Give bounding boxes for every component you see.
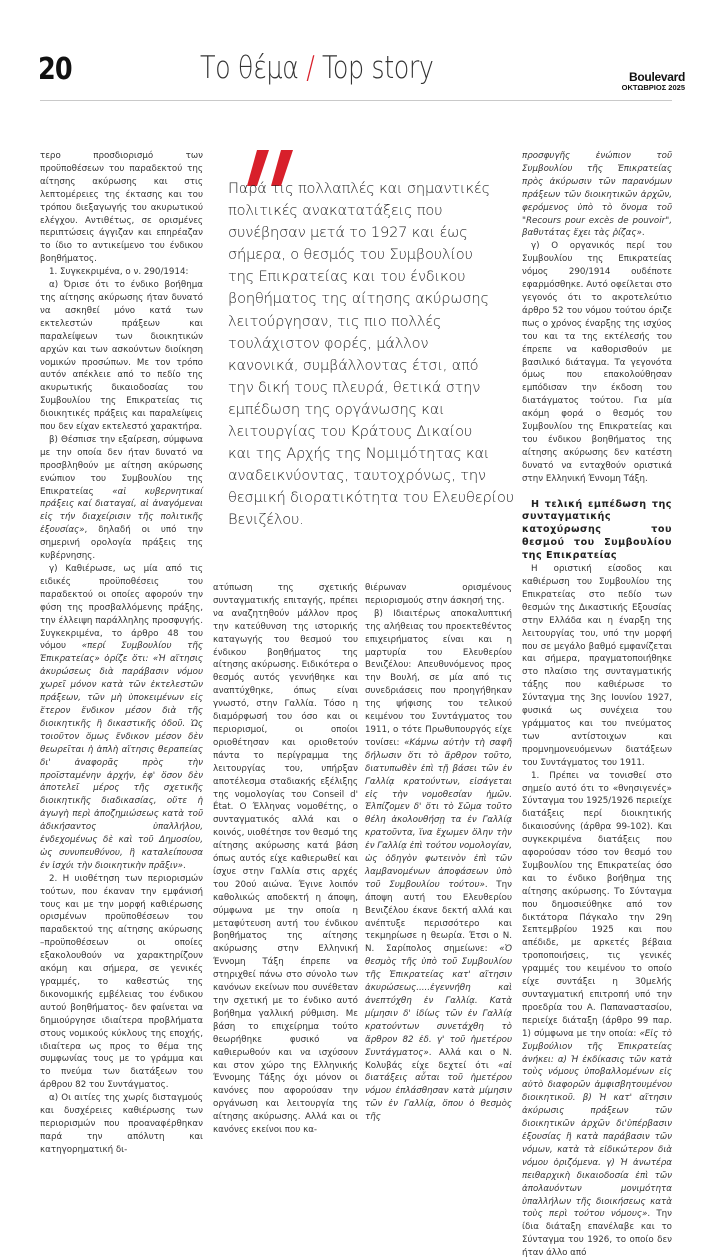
paragraph: προσφυγῆς ἐνώπιον τοῦ Συμβουλίου τῆς Ἐπικρατείας πρὸς ἀκύρωσιν τῶν παρανόμων πράξεων τῶν διοικητικῶν ἀρχῶν, φερόμενος ὑπὸ τὸ ὄνομα τοῦ "Recours pour excès de pouvoir", βαθυτάτας ἔχει τὰς ῥίζας». [522,151,672,239]
magazine-brand [622,71,685,92]
pull-quote-line: θεσμική διορατικότητα του Ελευθερίου [228,489,514,507]
paragraph: β) Ιδιαιτέρως αποκαλυπτική της αλήθειας του προεκτεθέντος επιχειρήματος είναι και η μαρτυρία του Ελευθερίου Βενιζέλου: Απευθυνόμενος προς την Βουλή, σε μία από τις συνεδριάσεις που προηγήθηκαν της ψήφισης του τελικού κειμένου του Συντάγματος του 1911, ο τότε Πρωθυπουργός είχε τονίσει: «Κάμνω αὐτὴν τὴ σαφῆ δήλωσιν ὅτι τὸ ἄρθρον τοῦτο, διατυπωθὲν ἐπὶ τῇ βάσει τῶν ἐν Γαλλίᾳ κρατούντων, εἰσάγεται εἰς τὴν νομοθεσίαν ἡμῶν. Ἐλπίζομεν δ' ὅτι τὸ Σῶμα τοῦτο θέλη ἀκολουθήσῃ τα ἐν Γαλλίᾳ κρατοῦντα, ἵνα ἔχωμεν ὅλην τὴν ἐν Γαλλίᾳ ἐπὶ τούτου νομολογίαν, ὡς ὁδηγὸν φωτεινὸν ἐπὶ τῶν λαμβανομένων ἀποφάσεων ὑπὸ τοῦ Συμβουλίου τούτου». Την άποψη αυτή του Ελευθερίου Βενιζέλου έκανε δεκτή αλλά και ανέπτυξε περισσότερο και τεκμηρίωσε η θεωρία. Έτσι ο Ν. Ν. Σαρίπολος σημείωνε: «Ὁ θεσμὸς τῆς ὑπὸ τοῦ Συμβουλίου τῆς Ἐπικρατείας κατ' αἴτησιν ἀκυρώσεως.....ἐγεννήθη καὶ ἀνεπτύχθη ἐν Γαλλίᾳ. Κατὰ μίμησιν δ' ἰδίως τῶν ἐν Γαλλίᾳ κρατούντων συνετάχθη τὸ ἄρθρον 82 ἐδ. γ' τοῦ ἡμετέρου Συντάγματος». Αλλά και ο Ν. Κολυβάς είχε δεχτεί ότι «αἱ διατάξεις αὗται τοῦ ἡμετέρου νόμου ἐπλάσθησαν κατὰ μίμησιν τῶν ἐν Γαλλίᾳ, ὅπου ὁ θεσμὸς τῆς [365,608,513,1123]
pull-quote [228,178,518,532]
page-number: 20 [38,52,72,87]
pull-quote-line: της Επικρατείας και του ένδικου [228,268,466,286]
article-column-3 [365,582,512,1124]
paragraph: Η οριστική είσοδος και καθιέρωση του Συμβουλίου της Επικρατείας στο πεδίο των θεσμών της Δικαστικής Εξουσίας στην Ελλάδα και η έναρξη της λειτουργίας του, υπό την μορφή που σε μεγάλο βαθμό εμφανίζεται και σήμερα, πραγματοποιήθηκε στο πλαίσιο της συνταγματικής τάξης που καθιέρωσε το Σύνταγμα της 3ης Ιουνίου 1927, φυσικά ως συνέχεια του γράμματος και του πνεύματος των αντίστοιχων και προμνημονευόμενων διατάξεων του Συντάγματος του 1911. [522,564,672,768]
pull-quote-line: Βενιζέλου. [228,511,304,529]
pull-quote-line: την δική τους πλευρά, θετικά στην [228,378,481,396]
pull-quote-line: βοηθήματος της αίτησης ακύρωσης [228,290,489,308]
article-column-2 [213,582,358,1137]
paragraph: θιέρωναν ορισμένους περιορισμούς στην άσκησή της. [365,583,512,606]
quotation: «Κάμνω αὐτὴν τὴ σαφῆ δήλωσιν ὅτι τὸ ἄρθρον τοῦτο, διατυπωθὲν ἐπὶ τῇ βάσει τῶν ἐν Γαλλίᾳ κρατούντων, εἰσάγεται εἰς τὴν νομοθεσίαν ἡμῶν. Ἐλπίζομεν δ' ὅτι τὸ Σῶμα τοῦτο θέλη ἀκολουθήσῃ τα ἐν Γαλλίᾳ κρατοῦντα, ἵνα ἔχωμεν ὅλην τὴν ἐν Γαλλίᾳ ἐπὶ τούτου νομολογίαν, ὡς ὁδηγὸν φωτεινὸν ἐπὶ τῶν λαμβανομένων ἀποφάσεων ὑπὸ τοῦ Συμβουλίου τούτου» [365,737,513,890]
paragraph: γ) Ο οργανικός περί του Συμβουλίου της Επικρατείας νόμος 290/1914 ουδέποτε εφαρμόσθηκε. Αυτό οφείλεται στο γεγονός ότι το ακροτελεύτιο άρθρο 52 του νόμου τούτου όριζε πως ο χρόνος έναρξης της ισχύος του και τα της εκτέλεσής του έπρεπε να καθορισθούν με βασιλικό διάταγμα. Τα γεγονότα όμως που επακολούθησαν εμπόδισαν την έκδοση του διατάγματος τούτου. Για μία ακόμη φορά ο θεσμός του Συμβουλίου της Επικρατείας και του ένδικου βοηθήματος της αίτησης ακύρωσης δεν κατέστη δυνατό να ενταχθούν οριστικά στην Ελληνική Έννομη Τάξη. [522,241,672,484]
article-column-1 [40,150,203,1157]
pull-quote-line: λειτουργίας του Κράτους Δικαίου [228,423,473,441]
page-header [0,0,711,110]
issue-date: ΟΚΤΩΒΡΙΟΣ 2025 [621,83,685,92]
paragraph: α) Όρισε ότι το ένδικο βοήθημα της αίτησης ακύρωσης ήταν δυνατό να ασκηθεί μόνο κατά των εκτελεστών πράξεων και παραλείψεων των διοικητικών αρχών και των ασκούντων διοίκηση νομικών προσώπων. Με τον τρόπο αυτόν απέκλειε από το πεδίο της ακυρωτικής δικαιοδοσίας του Συμβουλίου της Επικρατείας τις διοικητικές πράξεις και παραλείψεις που δεν είχαν εκτελεστό χαρακτήρα. [40,280,203,433]
quotation: «περί Συμβουλίου τῆς Ἐπικρατείας» ὁρίζε ὅτι: «Ἡ αἴτησις ἀκυρώσεως διὰ παράβασιν νόμου χωρεῖ μόνον κατὰ τῶν ἐκτελεστῶν πράξεων, τῶν μὴ ὑποκειμένων εἰς ἕτερον ἔνδικον μέσον διὰ τῆς διοικητικῆς ἢ δικαστικῆς ὁδοῦ. Ὡς τοιοῦτον ὅμως ἔνδικον μέσον δὲν θεωρεῖται ἡ ἁπλὴ αἴτησις θεραπείας δι' ἀναφορᾶς πρὸς τὴν προϊσταμένην ἀρχήν, ἐφ' ὅσον δὲν ἀποτελεῖ μέρος τῆς σχετικῆς διοικητικῆς διαδικασίας, οὔτε ἡ ἀγωγὴ περὶ ἀποζημιώσεως κατὰ τοῦ ἀδικήσαντος ὑπαλλήλου, ἐνδεχομένως δὲ καὶ τοῦ Δημοσίου, ὡς συνυπευθύνου, ἢ καταλείπουσα ἐν ἰσχύι τὴν διοικητικὴν πρᾶξιν» [40,641,203,871]
subheading: Η τελική εμπέδωση της συνταγματικής κατοχύρωσης του θεσμού του Συμβουλίου της Επικρατείας [522,498,672,562]
quotation: προσφυγῆς ἐνώπιον τοῦ Συμβουλίου τῆς Ἐπικρατείας πρὸς ἀκύρωσιν τῶν παρανόμων πράξεων τῶν διοικητικῶν ἀρχῶν, φερόμενος ὑπὸ τὸ ὄνομα τοῦ "Recours pour excès de pouvoir", βαθυτάτας ἔχει τὰς ῥίζας» [522,151,672,239]
section-title [200,50,434,86]
pull-quote-line: τουλάχιστον φορές, μάλλον [228,334,429,352]
pull-quote-line: πολιτικές ανακατατάξεις που [228,202,443,220]
pull-quote-line: λειτούργησαν, τις πιο πολλές [228,312,442,330]
pull-quote-line: εμπέδωση της οργάνωσης και [228,400,445,418]
quotation: «αἱ διατάξεις αὗται τοῦ ἡμετέρου νόμου ἐπλάσθησαν κατὰ μίμησιν τῶν ἐν Γαλλίᾳ, ὅπου ὁ θεσμὸς τῆς [365,1060,512,1123]
paragraph: β) Θέσπισε την εξαίρεση, σύμφωνα με την οποία δεν ήταν δυνατό να προσβληθούν με αίτηση ακύρωσης ενώπιον του Συμβουλίου της Επικρατείας «αἱ κυβερνητικαί πράξεις καί διαταγαί, αἱ ἀναγόμεναι εἰς τήν διαχείρισιν τῆς πολιτικῆς ἐξουσίας», δηλαδή οι υπό την σημερινή ορολογία πράξεις της κυβέρνησης. [40,434,203,562]
pull-quote-line: σήμερα, ο θεσμός του Συμβουλίου [228,246,473,264]
pull-quote-line: και της Αρχής της Νομιμότητας και [228,445,490,463]
paragraph: γ) Καθιέρωσε, ως μία από τις ειδικές προϋποθέσεις του παραδεκτού οι οποίες αφορούν την φύση της προσβαλλόμενης πράξης, την έλλειψη παράλληλης προσφυγής. Συγκεκριμένα, το άρθρο 48 του νόμου «περί Συμβουλίου τῆς Ἐπικρατείας» ὁρίζε ὅτι: «Ἡ αἴτησις ἀκυρώσεως διὰ παράβασιν νόμου χωρεῖ μόνον κατὰ τῶν ἐκτελεστῶν πράξεων, τῶν μὴ ὑποκειμένων εἰς ἕτερον ἔνδικον μέσον διὰ τῆς διοικητικῆς ἢ δικαστικῆς ὁδοῦ. Ὡς τοιοῦτον ὅμως ἔνδικον μέσον δὲν θεωρεῖται ἡ ἁπλὴ αἴτησις θεραπείας δι' ἀναφορᾶς πρὸς τὴν προϊσταμένην ἀρχήν, ἐφ' ὅσον δὲν ἀποτελεῖ μέρος τῆς σχετικῆς διοικητικῆς διαδικασίας, οὔτε ἡ ἀγωγὴ περὶ ἀποζημιώσεως κατὰ τοῦ ἀδικήσαντος ὑπαλλήλου, ἐνδεχομένως δὲ καὶ τοῦ Δημοσίου, ὡς συνυπευθύνου, ἢ καταλείπουσα ἐν ἰσχύι τὴν διοικητικὴν πρᾶξιν». [40,564,203,871]
header-divider [40,100,672,101]
pull-quote-line: συνέβησαν μετά το 1927 και έως [228,224,468,242]
paragraph: τερο προσδιορισμό των προϋποθέσεων του παραδεκτού της αίτησης ακύρωσης και στις λεπτομέρειες της έκτασης και του τρόπου διεξαγωγής του ακυρωτικού ελέγχου. Αντιθέτως, σε ορισμένες περιπτώσεις άγγιζαν και επηρέαζαν το ίδιο το αντικείμενο του ένδικου βοηθήματος. [40,151,203,265]
quotation: «αἱ κυβερνητικαί πράξεις καί διαταγαί, αἱ ἀναγόμεναι εἰς τήν διαχείρισιν τῆς πολιτικῆς ἐξουσίας» [40,486,203,536]
pull-quote-line: Παρά τις πολλαπλές και σημαντικές [228,180,490,197]
quotation: «Ὁ θεσμὸς τῆς ὑπὸ τοῦ Συμβουλίου τῆς Ἐπικρατείας κατ' αἴτησιν ἀκυρώσεως.....ἐγεννήθη καὶ ἀνεπτύχθη ἐν Γαλλίᾳ. Κατὰ μίμησιν δ' ἰδίως τῶν ἐν Γαλλίᾳ κρατούντων συνετάχθη τὸ ἄρθρον 82 ἐδ. γ' τοῦ ἡμετέρου Συντάγματος» [365,944,512,1058]
brand-name: Boulevard [629,70,685,84]
section-title-greek: Το θέμα [200,50,299,86]
paragraph: ατύπωση της σχετικής συνταγματικής επιταγής, πρέπει να αναζητηθούν μάλλον προς την κατεύθυνση της ιστορικής καταγωγής του θεσμού του ένδικου βοηθήματος της αίτησης ακύρωσης. Ειδικότερα ο θεσμός αυτός γεννήθηκε και αναπτύχθηκε, όπως είναι γνωστό, στην Γαλλία. Τόσο η διαμόρφωσή του όσο και οι περιορισμοί, οι οποίοι οριοθέτησαν και οριοθετούν πάντα το περίγραμμα της λειτουργίας του, υπήρξαν αποτέλεσμα σταδιακής εξέλιξης της νομολογίας του Conseil d' État. Ο Έλληνας νομοθέτης, ο συνταγματικός αλλά και ο κοινός, υιοθέτησε τον θεσμό της αίτησης ακύρωσης κατά βάση όπως αυτός είχε καθιερωθεί και ίσχυε στην Γαλλία στις αρχές του 20ού αιώνα. Έγινε λοιπόν καθολικώς αποδεκτή η άποψη, σύμφωνα με την οποία η μεταφύτευση αυτή του ένδικου βοηθήματος της αίτησης ακύρωσης στην Ελληνική Έννομη Τάξη έπρεπε να στηριχθεί πάνω στο σύνολο των κανόνων εκείνων που συνέθεταν την σχετική με το ένδικο αυτό βοήθημα γαλλική ρύθμιση. Με βάση το επιχείρημα τούτο θεωρήθηκε φυσικό να καθιερωθούν και να ισχύσουν και στον χώρο της Ελληνικής Έννομης Τάξης όχι μόνον οι κανόνες που αφορούσαν την οργάνωση και λειτουργία της αίτησης ακύρωσης. Αλλά και οι κανόνες εκείνοι που κα- [213,583,358,1136]
paragraph: 2. Η υιοθέτηση των περιορισμών τούτων, που έκαναν την εμφάνισή τους και με την μορφή καθιέρωσης ορισμένων προϋποθέσεων του παραδεκτού της αίτησης ακύρωσης –προϋποθέσεων οι οποίες εξακολουθούν να χαρακτηρίζουν ακόμη και σήμερα, σε γενικές γραμμές, το καθεστώς της δικονομικής εμβέλειας του ένδικου αυτού βοηθήματος- δεν φαίνεται να δημιούργησε ιδιαίτερα προβλήματα στους νομικούς κύκλους της εποχής, ιδιαίτερα ως προς το θέμα της συμφωνίας τους με το γράμμα και το πνεύμα των διατάξεων του άρθρου 82 του Συντάγματος. [40,873,203,1091]
paragraph: 1. Συγκεκριμένα, ο ν. 290/1914: [49,267,189,278]
section-title-slash: / [306,50,315,86]
paragraph: 1. Πρέπει να τονισθεί στο σημείο αυτό ότι το «θνησιγενές» Σύνταγμα του 1925/1926 περιείχε διατάξεις περί διοικητικής δικαιοσύνης (άρθρα 99-102). Και συγκεκριμένα διατάξεις που αφορούσαν τόσο τον θεσμό του Συμβουλίου της Επικρατείας όσο και το ένδικο βοήθημα της αίτησης ακύρωσης. Το Σύνταγμα που δημοσιεύθηκε από τον δικτάτορα Πάγκαλο την 29η Σεπτεμβρίου 1925 και που απέδιδε, με αρκετές βέβαια τροποποιήσεις, τις γενικές γραμμές του κειμένου το οποίο είχε συντάξει η 30μελής συνταγματική επιτροπή υπό την προεδρία του Α. Παπαναστασίου, περιείχε διάταξη (άρθρο 99 παρ. 1) σύμφωνα με την οποία: «Εἰς τὸ Συμβούλιον τῆς Ἐπικρατείας ἀνήκει: α) Ἡ ἐκδίκασις τῶν κατὰ τοὺς νόμους ὑποβαλλομένων εἰς αὐτὸ διαφορῶν ἀμφισβητουμένου διοικητικοῦ. β) Ἡ κατ' αἴτησιν ἀκύρωσις πράξεων τῶν διοικητικῶν ἀρχῶν δι'ὑπέρβασιν ἐξουσίας ἢ κατὰ παράβασιν τῶν νόμων, κατὰ τὰ εἰδικώτερον διὰ νόμου ὁριζόμενα. γ) Ἡ ἀνωτέρα πειθαρχικὴ δικαιοδοσία ἐπὶ τῶν ἀπολαυόντων μονιμότητα ὑπαλλήλων τῆς διοικήσεως κατὰ τοὺς περὶ τούτου νόμους». Την ίδια διάταξη επανέλαβε και το Σύνταγμα του 1926, το οποίο δεν ήταν άλλο από [522,770,672,1259]
quotation: «Εἰς τὸ Συμβούλιον τῆς Ἐπικρατείας ἀνήκει: α) Ἡ ἐκδίκασις τῶν κατὰ τοὺς νόμους ὑποβαλλομένων εἰς αὐτὸ διαφορῶν ἀμφισβητουμένου διοικητικοῦ. β) Ἡ κατ' αἴτησιν ἀκύρωσις πράξεων τῶν διοικητικῶν ἀρχῶν δι'ὑπέρβασιν ἐξουσίας ἢ κατὰ παράβασιν τῶν νόμων, κατὰ τὰ εἰδικώτερον διὰ νόμου ὁριζόμενα. γ) Ἡ ἀνωτέρα πειθαρχικὴ δικαιοδοσία ἐπὶ τῶν ἀπολαυόντων μονιμότητα ὑπαλλήλων τῆς διοικήσεως κατὰ τοὺς περὶ τούτου νόμους» [522,1028,672,1220]
pull-quote-line: κανονικά, συμβάλλοντας έτσι, από [228,356,479,374]
section-title-english: Top story [322,50,434,86]
paragraph: α) Οι αιτίες της χωρίς δισταγμούς και δυσχέρειες καθιέρωσης των περιορισμών που προαναφέρθηκαν παρά την απόλυτη και κατηγορηματική δι- [40,1093,203,1155]
pull-quote-line: αναδεικνύοντας, ταυτοχρόνως, την [228,467,486,485]
article-column-4 [522,150,672,1260]
